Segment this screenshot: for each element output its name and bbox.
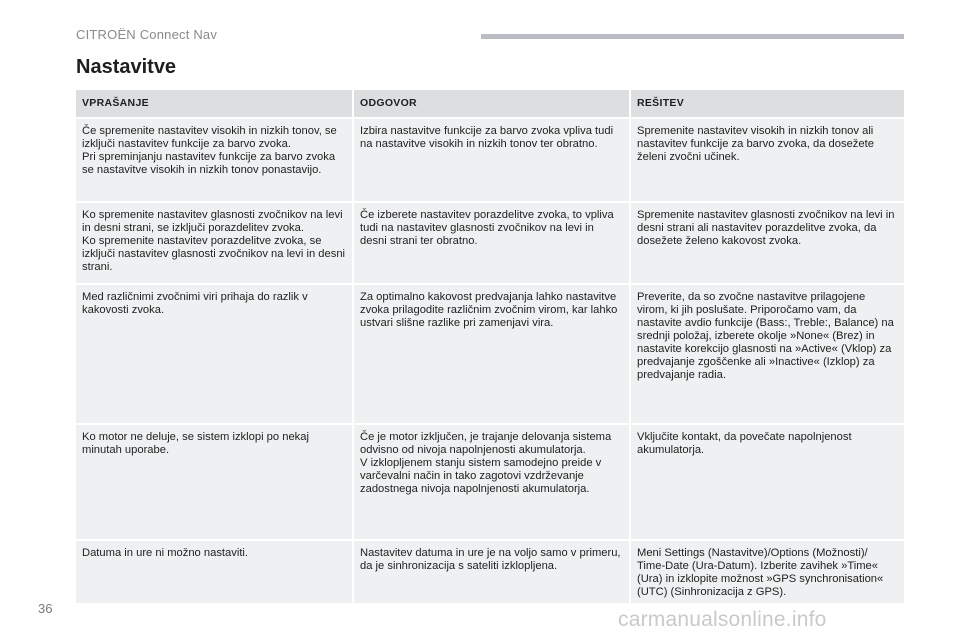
manual-brand-title: CITROËN Connect Nav [76,27,218,42]
solution-cell: Meni Settings (Nastavitve)/Options (Možnosti)/ Time-Date (Ura-Datum). Izberite zavihek »Time« (Ura) in izklopite možnost »GPS synchronisation« (UTC) (Sinhronizacija z GPS). [630,540,904,603]
answer-cell: Če izberete nastavitev porazdelitve zvoka, to vpliva tudi na nastavitev glasnosti zvočnikov na levi in desni strani ter obratno. [353,202,630,284]
header-divider [481,34,904,39]
answer-cell: Za optimalno kakovost predvajanja lahko nastavitve zvoka prilagodite različnim zvočnim virom, kar lahko ustvari slišne razlike pri zamenjavi vira. [353,284,630,424]
table-row [76,118,904,202]
table-row [76,202,904,284]
question-cell: Datuma in ure ni možno nastaviti. [76,540,353,603]
solution-cell: Vključite kontakt, da povečate napolnjenost akumulatorja. [630,424,904,540]
question-cell: Med različnimi zvočnimi viri prihaja do razlik v kakovosti zvoka. [76,284,353,424]
solution-cell: Spremenite nastavitev visokih in nizkih tonov ali nastavitev funkcije za barvo zvoka, da dosežete želeni zvočni učinek. [630,118,904,202]
column-header-answer: ODGOVOR [353,90,630,118]
page-title: Nastavitve [76,56,177,78]
question-cell: Ko motor ne deluje, se sistem izklopi po nekaj minutah uporabe. [76,424,353,540]
solution-cell: Preverite, da so zvočne nastavitve prilagojene virom, ki jih poslušate. Priporočamo vam, da nastavite avdio funkcije (Bass:, Treble:, Balance) na srednji položaj, izberete okolje »None« (Brez) in nastavite korekcijo glasnosti na »Active« (Vklop) za predvajanje zgoščenke ali »Inactive« (Izklop) za predvajanje radia. [630,284,904,424]
faq-table [76,90,904,603]
question-cell: Če spremenite nastavitev visokih in nizkih tonov, se izključi nastavitev funkcije za barvo zvoka. Pri spreminjanju nastavitev funkcije za barvo zvoka se nastavitve visokih in nizkih tonov ponastavijo. [76,118,353,202]
question-cell: Ko spremenite nastavitev glasnosti zvočnikov na levi in desni strani, se izključi porazdelitev zvoka. Ko spremenite nastavitev porazdelitve zvoka, se izključi nastavitev glasnosti zvočnikov na levi in desni strani. [76,202,353,284]
answer-cell: Izbira nastavitve funkcije za barvo zvoka vpliva tudi na nastavitve visokih in nizkih tonov ter obratno. [353,118,630,202]
column-header-solution: REŠITEV [630,90,904,118]
solution-cell: Spremenite nastavitev glasnosti zvočnikov na levi in desni strani ali nastavitev porazdelitve zvoka, da dosežete želeno kakovost zvoka. [630,202,904,284]
answer-cell: Nastavitev datuma in ure je na voljo samo v primeru, da je sinhronizacija s sateliti izklopljena. [353,540,630,603]
answer-cell: Če je motor izključen, je trajanje delovanja sistema odvisno od nivoja napolnjenosti akumulatorja. V izklopljenem stanju sistem samodejno preide v varčevalni način in tako zagotovi vzdrževanje zadostnega nivoja napolnjenosti akumulatorja. [353,424,630,540]
table-row [76,284,904,424]
table-header-row [76,90,904,118]
table-row [76,424,904,540]
table-row [76,540,904,603]
column-header-question: VPRAŠANJE [76,90,353,118]
watermark: carmanualsonline.info [618,608,827,631]
page-number: 36 [38,601,53,616]
